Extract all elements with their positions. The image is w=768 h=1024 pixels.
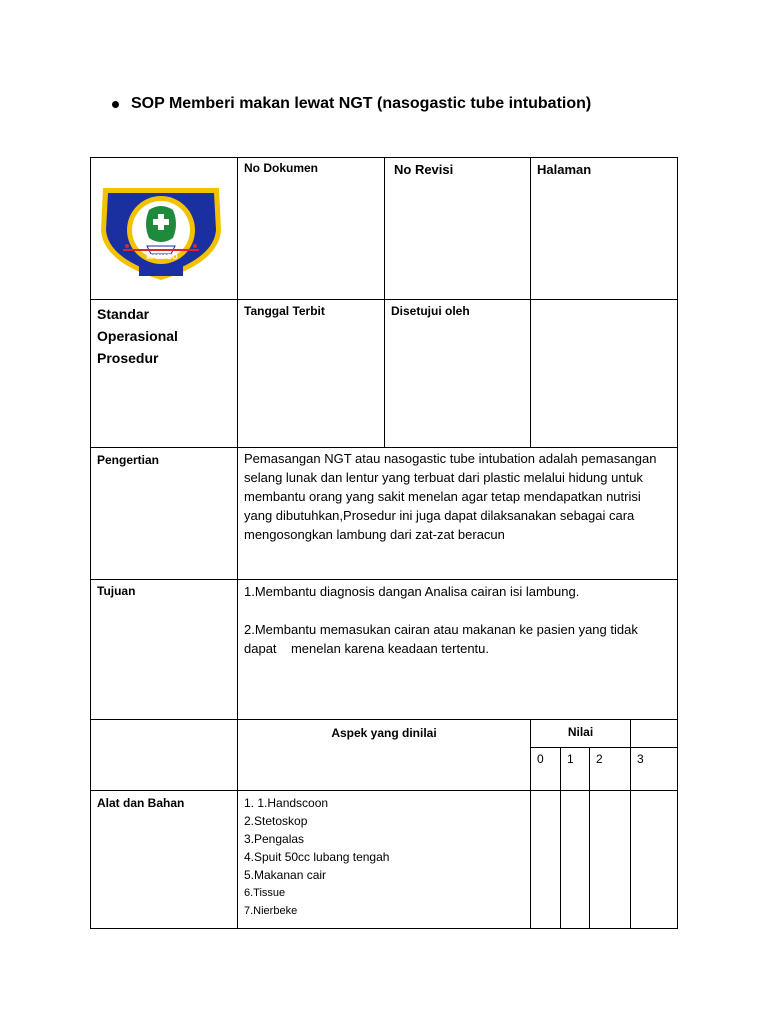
- pengertian-text: Pemasangan NGT atau nasogastic tube intubation adalah pemasangan selang lunak dan lentur yang terbuat dari plastic melalui hidung untuk membantu orang yang sakit menelan agar tetap mendapatkan nutrisi yang dibutuhkan,Prosedur ini juga dapat dilaksanakan sebagai cara mengosongkan lambung dari zat-zat beracun: [244, 451, 657, 542]
- aspek-header: Aspek yang dinilai: [331, 726, 437, 740]
- document-heading: [112, 95, 591, 113]
- score-3: 3: [637, 752, 644, 766]
- logo-caption: MANADO: [146, 254, 178, 261]
- heading-text: SOP Memberi makan lewat NGT (nasogastic tube intubation): [131, 95, 592, 112]
- sop-title: Standar Operasional Prosedur: [97, 306, 178, 366]
- pengertian-label: Pengertian: [97, 453, 160, 467]
- tujuan-item-1: 1.Membantu diagnosis dangan Analisa cairan isi lambung.: [244, 584, 580, 599]
- score-2: 2: [596, 752, 603, 766]
- list-item: 2.Stetoskop: [244, 814, 308, 828]
- nilai-header: Nilai: [567, 725, 594, 739]
- list-item: 4.Spuit 50cc lubang tengah: [244, 850, 390, 864]
- table-divider: [560, 747, 561, 929]
- score-0: 0: [537, 752, 544, 766]
- tanggal-terbit-label: Tanggal Terbit: [244, 304, 325, 318]
- list-item: 7.Nierbeke: [244, 905, 298, 917]
- list-item: 6.Tissue: [244, 887, 286, 899]
- alat-bahan-label: Alat dan Bahan: [97, 796, 185, 810]
- table-divider: [90, 719, 678, 720]
- sop-table: [90, 157, 678, 929]
- alat-bahan-list: [238, 792, 530, 926]
- list-item: 5.Makanan cair: [244, 868, 327, 882]
- list-item: 1. 1.Handscoon: [244, 796, 329, 810]
- disetujui-oleh-label: Disetujui oleh: [391, 304, 470, 318]
- tujuan-label: Tujuan: [97, 584, 136, 598]
- table-divider: [589, 747, 590, 929]
- table-border: [677, 157, 678, 929]
- score-1: 1: [567, 752, 574, 766]
- bullet-icon: [112, 101, 119, 108]
- header-halaman: Halaman: [537, 162, 592, 177]
- poltekkes-logo: [97, 180, 225, 284]
- table-border: [90, 157, 91, 929]
- header-no-dokumen: No Dokumen: [244, 161, 319, 175]
- tujuan-item-2: 2.Membantu memasukan cairan atau makanan ke pasien yang tidak dapat menelan karena keadaan tertentu.: [244, 622, 642, 656]
- list-item: 3.Pengalas: [244, 832, 305, 846]
- header-no-revisi: No Revisi: [394, 162, 454, 177]
